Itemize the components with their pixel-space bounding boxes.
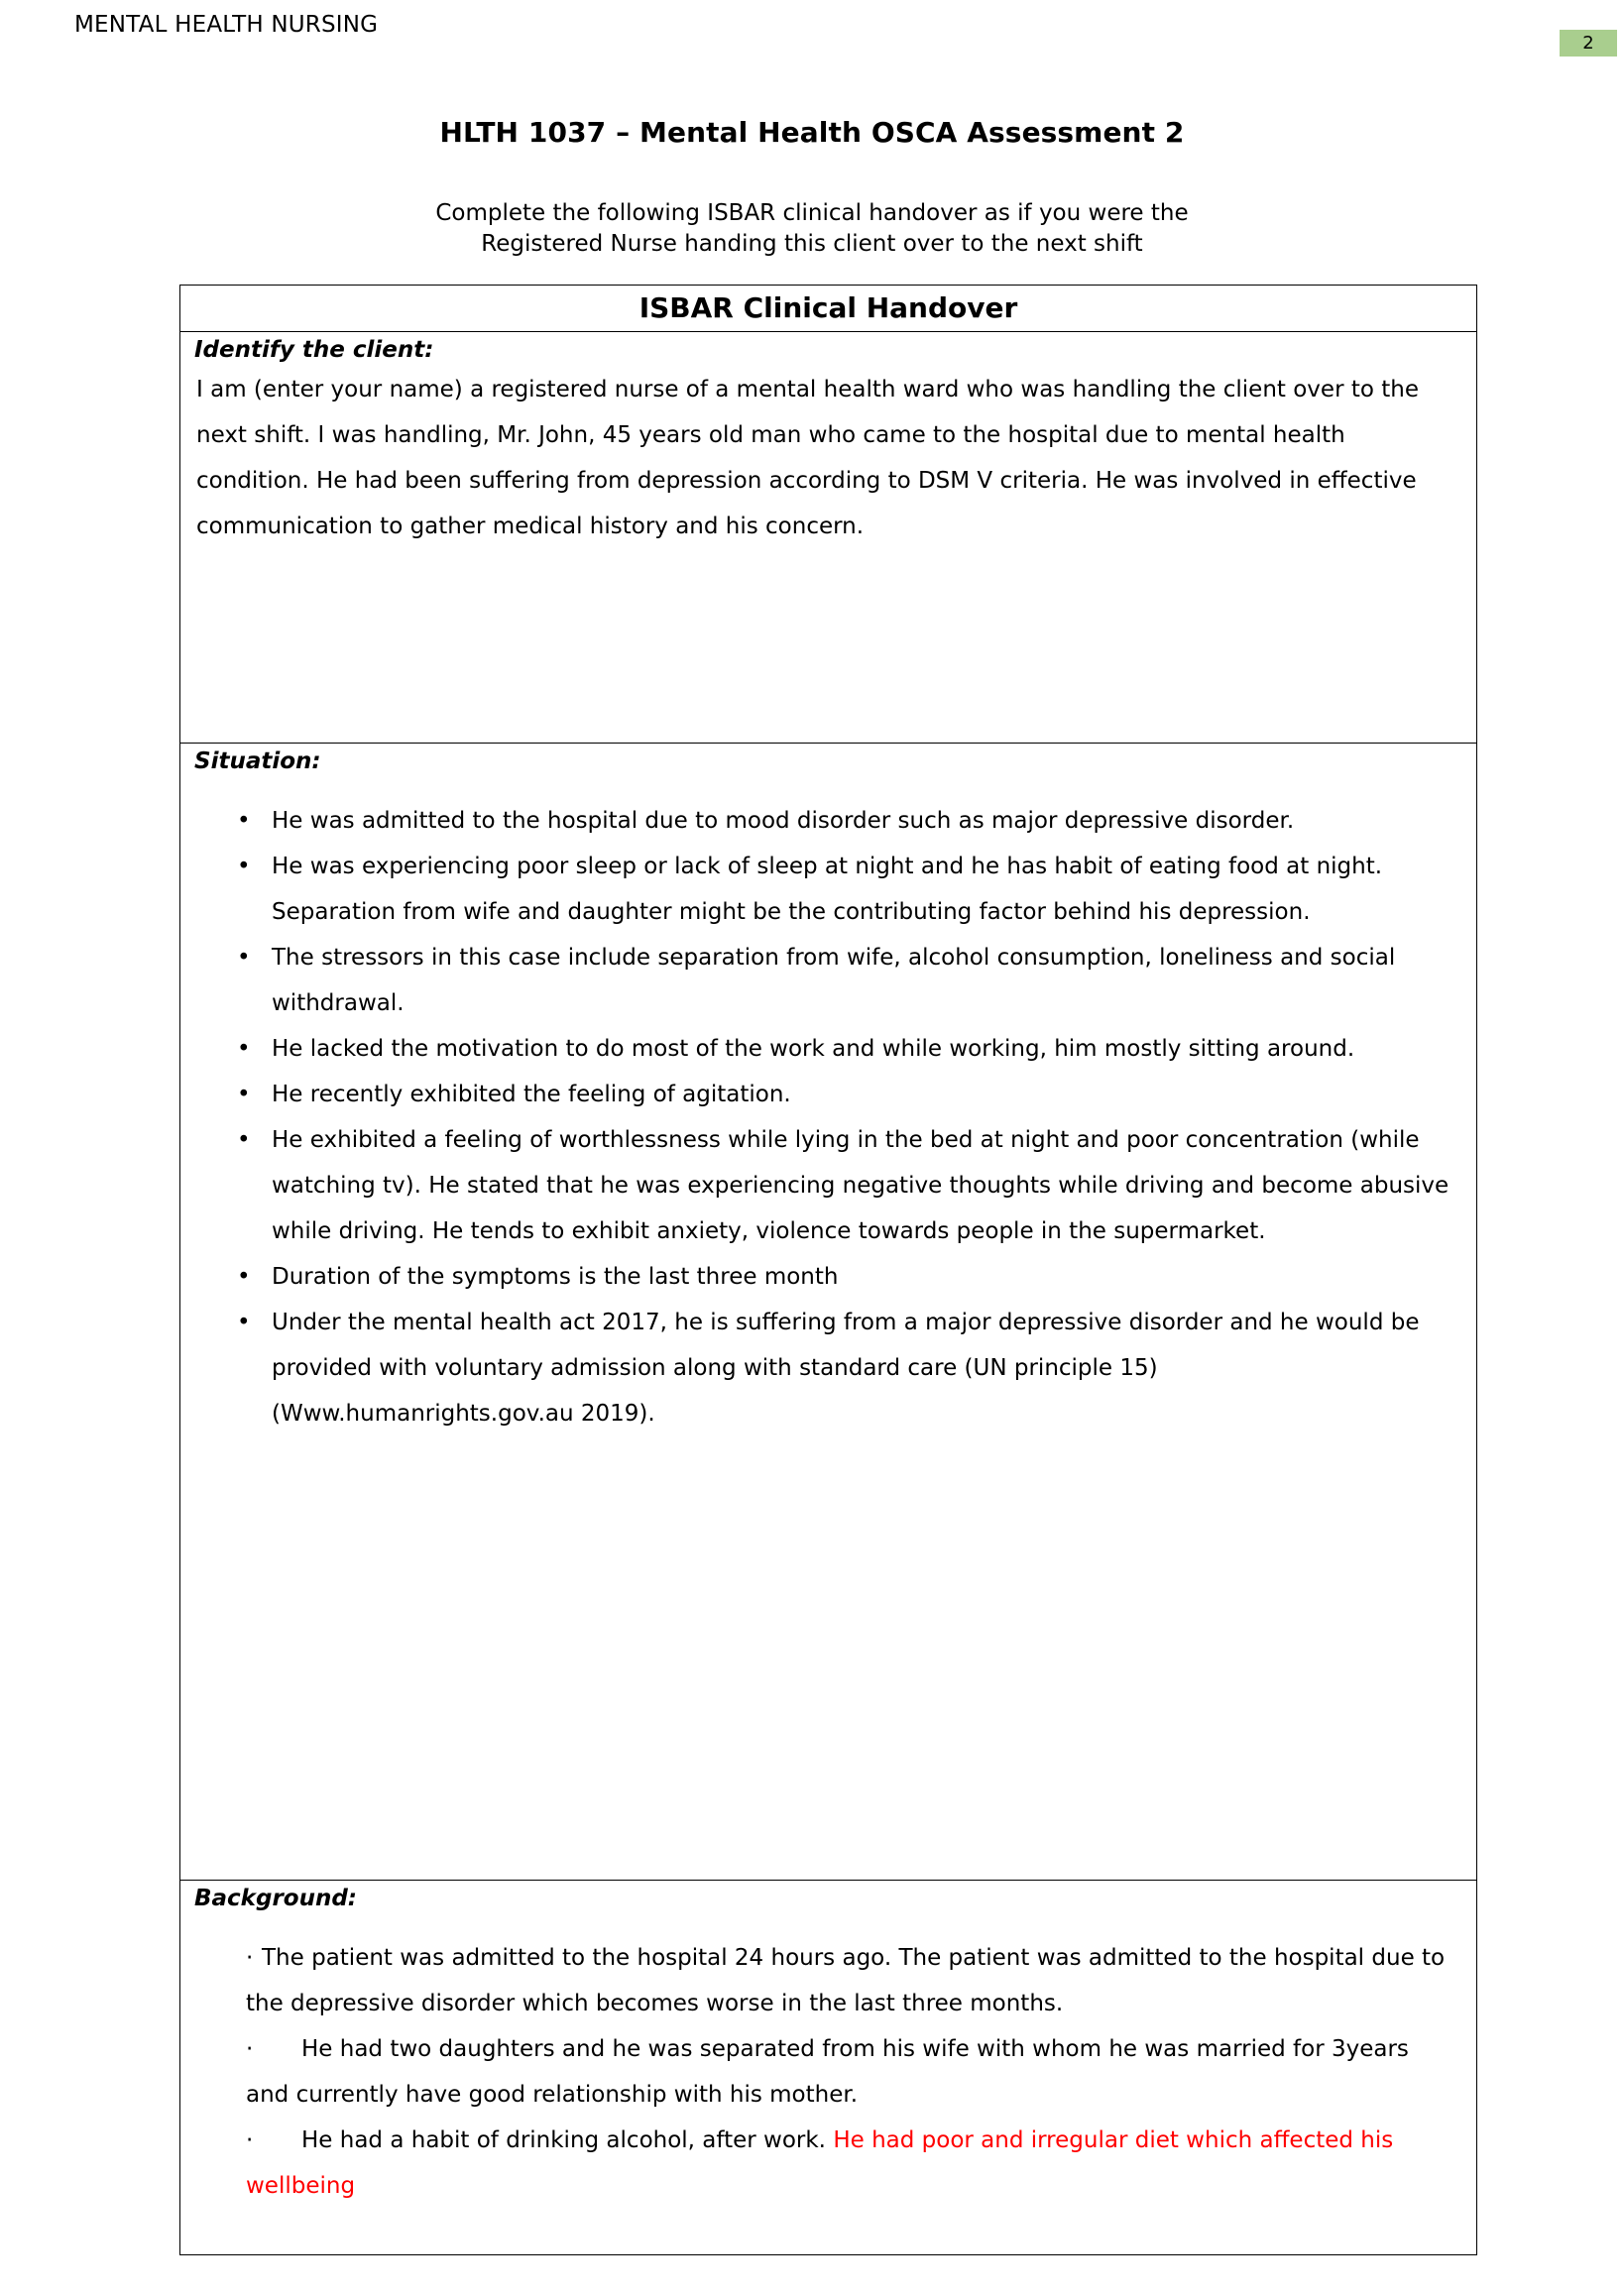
list-item: • Under the mental health act 2017, he is suffering from a major depressive disorder and he would be provided with voluntary admission along with standard care (UN principle 15) (Www.humanrights.gov.au 2019). bbox=[194, 1300, 1458, 1436]
instructions-line-2: Registered Nurse handing this client over to the next shift bbox=[481, 231, 1143, 258]
page-number-badge: 2 bbox=[1560, 30, 1617, 57]
situation-label: Situation: bbox=[194, 748, 321, 774]
instructions-line-1: Complete the following ISBAR clinical handover as if you were the bbox=[435, 200, 1189, 226]
page-title: HLTH 1037 – Mental Health OSCA Assessment 2 bbox=[439, 116, 1185, 149]
list-item-text: He had a habit of drinking alcohol, after work. bbox=[301, 2126, 834, 2153]
isbar-table-heading: ISBAR Clinical Handover bbox=[180, 286, 1476, 332]
identify-label: Identify the client: bbox=[194, 337, 434, 363]
list-item bbox=[194, 2026, 1458, 2118]
list-item bbox=[194, 2118, 1458, 2209]
running-header: MENTAL HEALTH NURSING bbox=[74, 12, 379, 38]
isbar-handover-table bbox=[179, 285, 1477, 2255]
list-item: • He lacked the motivation to do most of the work and while working, him mostly sitting around. bbox=[194, 1026, 1458, 1072]
list-item: • He recently exhibited the feeling of agitation. bbox=[194, 1072, 1458, 1117]
list-item: • The stressors in this case include separation from wife, alcohol consumption, loneliness and social withdrawal. bbox=[194, 935, 1458, 1026]
situation-bullet-list bbox=[194, 798, 1458, 1436]
list-item: • He was experiencing poor sleep or lack of sleep at night and he has habit of eating food at night. Separation from wife and daughter might be the contributing factor behind his depression. bbox=[194, 844, 1458, 935]
middot-marker: · bbox=[246, 2035, 254, 2062]
list-item: • He was admitted to the hospital due to mood disorder such as major depressive disorder. bbox=[194, 798, 1458, 844]
background-list bbox=[194, 1935, 1458, 2209]
list-item-text-highlight: He had poor and irregular diet which affected his wellbeing bbox=[246, 2126, 1394, 2199]
instructions-block bbox=[0, 198, 1624, 260]
list-item bbox=[194, 1935, 1458, 2026]
section-identify-the-client bbox=[180, 332, 1476, 743]
list-item: • He exhibited a feeling of worthlessness while lying in the bed at night and poor concentration (while watching tv). He stated that he was experiencing negative thoughts while driving and become abusive while driving. He tends to exhibit anxiety, violence towards people in the supermarket. bbox=[194, 1117, 1458, 1254]
list-item-text: He had two daughters and he was separated from his wife with whom he was married for 3years and currently have good relationship with his mother. bbox=[246, 2035, 1409, 2108]
middot-marker: · bbox=[246, 2126, 254, 2153]
section-background bbox=[180, 1880, 1476, 2254]
identify-body-text: I am (enter your name) a registered nurse of a mental health ward who was handling the client over to the next shift. I was handling, Mr. John, 45 years old man who came to the hospital due to mental health condition. He had been suffering from depression according to DSM V criteria. He was involved in effective communication to gather medical history and his concern. bbox=[196, 376, 1419, 539]
middot-marker: · bbox=[246, 1944, 254, 1971]
background-label: Background: bbox=[194, 1886, 357, 1911]
list-item-text: The patient was admitted to the hospital 24 hours ago. The patient was admitted to the hospital due to the depressive disorder which becomes worse in the last three months. bbox=[246, 1944, 1446, 2016]
section-situation bbox=[180, 743, 1476, 1880]
list-item: • Duration of the symptoms is the last three month bbox=[194, 1254, 1458, 1300]
